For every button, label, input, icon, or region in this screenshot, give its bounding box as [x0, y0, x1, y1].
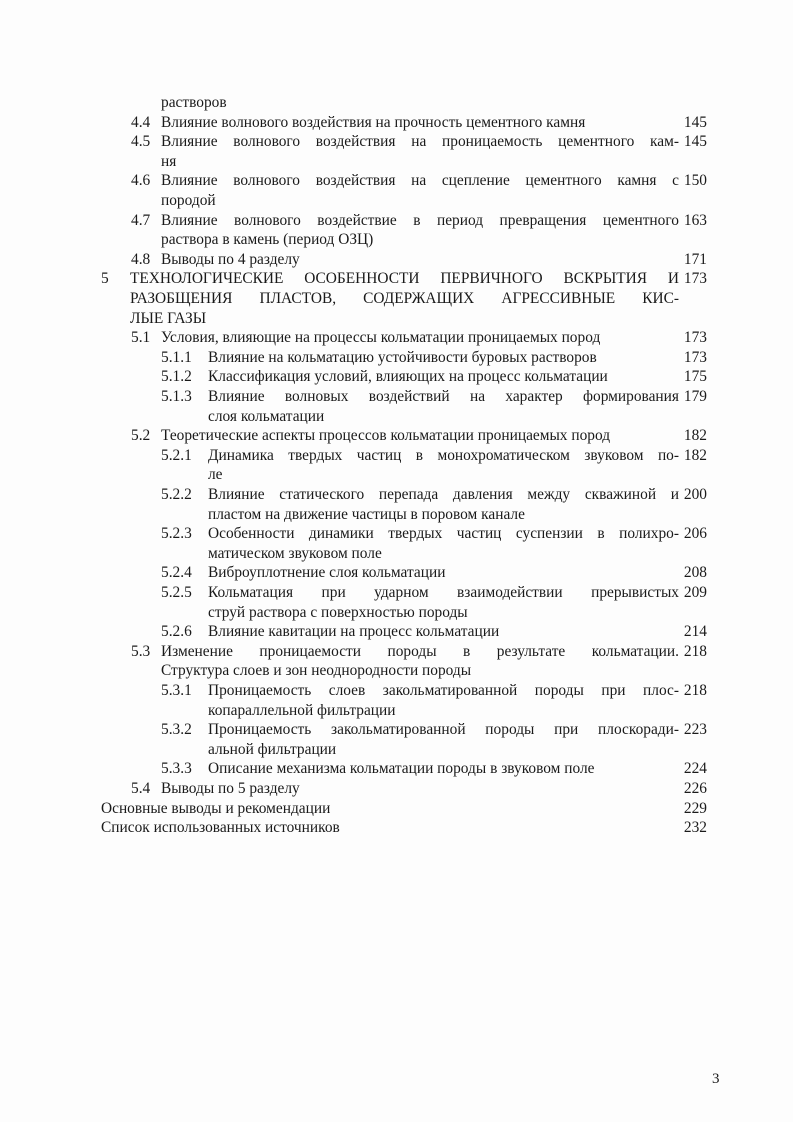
toc-entry-title: Выводы по 5 разделу: [161, 780, 300, 797]
toc-entry-page: 175: [683, 368, 707, 386]
toc-entry-title: ТЕХНОЛОГИЧЕСКИЕ ОСОБЕННОСТИ ПЕРВИЧНОГО ВСКРЫТИЯ И: [130, 270, 679, 288]
toc-entry-title: ЛЫЕ ГАЗЫ: [130, 309, 207, 327]
toc-entry-page: 182: [683, 446, 707, 464]
toc-entry-title: породой: [161, 192, 216, 209]
toc-entry-number: 5.1.2: [161, 368, 192, 386]
toc-entry-title: Список использованных источников: [101, 819, 340, 837]
toc-entry-number: 5.1.1: [161, 348, 192, 366]
toc-entry-page: 173: [683, 348, 707, 366]
toc-entry-page: 208: [683, 564, 707, 582]
toc-entry-page: 209: [683, 584, 707, 601]
toc-entry-number: 5.2.1: [161, 446, 192, 464]
toc-entry-page: 173: [683, 329, 707, 347]
toc-entry-page: 145: [683, 113, 707, 131]
toc-entry-number: 5.2.5: [161, 584, 192, 601]
toc-entry-title: Влияние кавитации на процесс кольматации: [208, 623, 500, 641]
toc-entry-page: 206: [683, 525, 707, 543]
toc-entry-title: Основные выводы и рекомендации: [101, 799, 331, 817]
toc-entry-page: 150: [683, 172, 707, 190]
toc-entry-title: Влияние на кольматацию устойчивости буровых растворов: [208, 348, 597, 366]
toc-entry-title: растворов: [161, 94, 227, 111]
toc-entry-title: раствора в камень (период ОЗЦ): [161, 231, 374, 249]
toc-entry-title: копараллельной фильтрации: [208, 701, 396, 719]
toc-entry-number: 5.2.3: [161, 525, 192, 543]
toc-entry-title: Влияние волнового воздействия на сцепление цементного камня с: [161, 172, 679, 190]
toc-entry-title: Проницаемость закольматированной породы при плоскоради-: [208, 721, 679, 739]
toc-entry-number: 5.4: [131, 780, 151, 797]
toc-entry-number: 5.2.4: [161, 564, 192, 582]
toc-entry-title: Влияние статического перепада давления между скважиной и: [208, 486, 679, 503]
page-number: 3: [712, 1071, 720, 1087]
toc-entry-number: 5.1: [131, 329, 151, 347]
toc-entry-title: Теоретические аспекты процессов кольматации проницаемых пород: [161, 427, 611, 445]
toc-entry-title: Кольматация при ударном взаимодействии прерывистых: [208, 584, 679, 601]
toc-entry-title: Влияние волнового воздействия на проницаемость цементного кам-: [161, 133, 679, 151]
toc-entry-page: 226: [683, 780, 707, 797]
toc-entry-number: 5.2.2: [161, 486, 192, 503]
toc-entry-number: 5.2: [131, 427, 151, 445]
toc-entry-page: 171: [683, 250, 707, 268]
toc-entry-number: 5.1.3: [161, 388, 192, 405]
toc-entry-title: Влияние волновых воздействий на характер формирования: [208, 388, 679, 405]
toc-entry-number: 4.5: [131, 133, 151, 151]
toc-entry-page: 200: [683, 486, 707, 503]
toc-entry-number: 5.3.2: [161, 721, 192, 739]
toc-entry-title: пластом на движение частицы в поровом канале: [208, 505, 525, 523]
toc-entry-page: 224: [683, 760, 707, 778]
toc-entry-number: 4.8: [131, 250, 151, 268]
toc-entry-title: ле: [208, 466, 223, 484]
toc-entry-title: Условия, влияющие на процессы кольматации проницаемых пород: [161, 329, 601, 347]
toc-entry-title: Классификация условий, влияющих на процесс кольматации: [208, 368, 608, 386]
toc-entry-number: 5.3: [131, 642, 151, 660]
toc-entry-page: 218: [683, 682, 707, 699]
toc-entry-title: РАЗОБЩЕНИЯ ПЛАСТОВ, СОДЕРЖАЩИХ АГРЕССИВНЫЕ КИС-: [130, 290, 679, 307]
toc-entry-title: Влияние волнового воздействия на прочность цементного камня: [161, 113, 586, 131]
toc-entry-page: 223: [683, 721, 707, 739]
toc-entry-number: 5.2.6: [161, 623, 192, 641]
toc-entry-title: Особенности динамики твердых частиц суспензии в полихро-: [208, 525, 679, 543]
toc-entry-title: Выводы по 4 разделу: [161, 250, 300, 268]
toc-entry-title: ня: [161, 152, 177, 170]
toc-entry-page: 145: [683, 133, 707, 151]
toc-entry-number: 4.7: [131, 211, 151, 229]
toc-entry-number: 4.6: [131, 172, 151, 190]
toc-entry-title: альной фильтрации: [208, 740, 337, 758]
toc-entry-page: 214: [683, 623, 707, 641]
toc-entry-title: Виброуплотнение слоя кольматации: [208, 564, 446, 582]
toc-entry-title: слоя кольматации: [208, 407, 325, 425]
toc-entry-page: 182: [683, 427, 707, 445]
toc-entry-title: Проницаемость слоев закольматированной породы при плос-: [208, 682, 679, 699]
toc-entry-number: 5.3.1: [161, 682, 192, 699]
toc-entry-title: струй раствора с поверхностью породы: [208, 603, 468, 621]
toc-entry-title: Структура слоев и зон неоднородности породы: [161, 662, 472, 680]
toc-entry-page: 179: [683, 388, 707, 405]
toc-entry-page: 232: [683, 819, 707, 837]
toc-entry-number: 5: [101, 270, 109, 288]
toc-entry-page: 218: [683, 642, 707, 660]
toc-entry-title: Влияние волнового воздействие в период превращения цементного: [161, 211, 679, 229]
toc-entry-title: матическом звуковом поле: [208, 544, 382, 562]
toc-entry-title: Описание механизма кольматации породы в звуковом поле: [208, 760, 595, 778]
toc-entry-title: Изменение проницаемости породы в результате кольматации.: [161, 642, 679, 660]
toc-entry-page: 229: [683, 799, 707, 817]
toc-entry-title: Динамика твердых частиц в монохроматическом звуковом по-: [208, 446, 679, 464]
toc-entry-number: 4.4: [131, 113, 151, 131]
toc-entry-page: 173: [683, 270, 707, 288]
toc-entry-number: 5.3.3: [161, 760, 192, 778]
toc-entry-page: 163: [683, 211, 707, 229]
